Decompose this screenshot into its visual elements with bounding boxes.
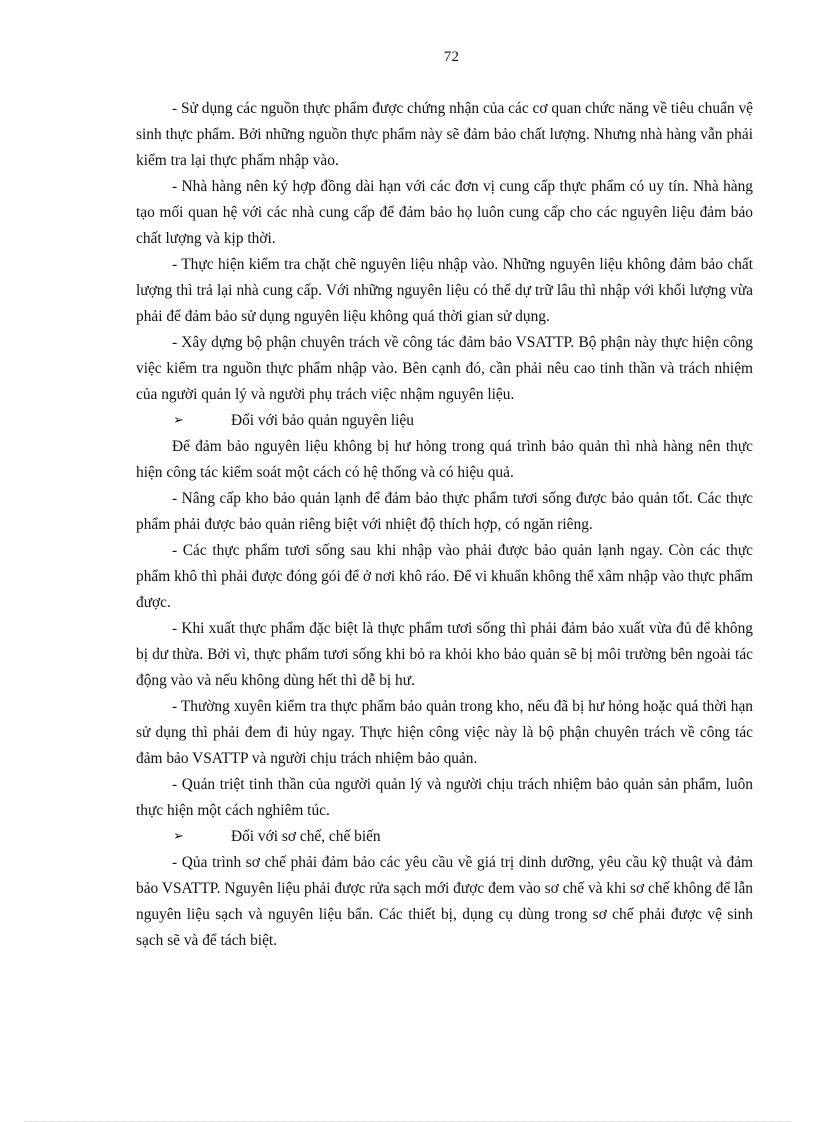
- section-heading-storage: [136, 408, 753, 434]
- page-number: 72: [443, 49, 460, 65]
- paragraph-regular-checks: - Thường xuyên kiểm tra thực phẩm bảo quản trong kho, nếu đã bị hư hỏng hoặc quá thời hạn sử dụng thì phải đem đi hủy ngay. Thực hiện công việc này là bộ phận chuyên trách về công tác đảm bảo VSATTP và người chịu trách nhiệm bảo quản.: [136, 698, 753, 767]
- paragraph-storage-intro: Để đảm bảo nguyên liệu không bị hư hỏng trong quá trình bảo quản thì nhà hàng nên thực hiện công tác kiểm soát một cách có hệ thống và có hiệu quả.: [136, 438, 753, 481]
- paragraph-cold-storage: - Nâng cấp kho bảo quản lạnh để đảm bảo thực phẩm tươi sống được bảo quản tốt. Các thực phẩm phải được bảo quản riêng biệt với nhiệt độ thích hợp, có ngăn riêng.: [136, 490, 753, 533]
- section-heading-processing: [136, 824, 753, 850]
- paragraph-preprocessing: - Qủa trình sơ chế phải đảm bảo các yêu cầu về giá trị dinh dưỡng, yêu cầu kỹ thuật và đảm bảo VSATTP. Nguyên liệu phải được rửa sạch mới được đem vào sơ chế và khi sơ chế không để lẫn nguyên liệu sạch và nguyên liệu bẩn. Các thiết bị, dụng cụ dùng trong sơ chế phải được vệ sinh sạch sẽ và để tách biệt.: [136, 854, 753, 949]
- page-bottom-divider: [24, 1121, 792, 1122]
- paragraph-release-food: - Khi xuất thực phẩm đặc biệt là thực phẩm tươi sống thì phải đảm bảo xuất vừa đủ để không bị dư thừa. Bởi vì, thực phẩm tươi sống khi bỏ ra khỏi kho bảo quản sẽ bị môi trường bên ngoài tác động vào và nếu không dùng hết thì dễ bị hư.: [136, 620, 753, 689]
- section-heading-storage-text: Đối với bảo quản nguyên liệu: [231, 412, 414, 429]
- paragraph-management-spirit: - Quán triệt tinh thần của người quản lý và người chịu trách nhiệm bảo quản sản phẩm, luôn thực hiện một cách nghiêm túc.: [136, 776, 753, 819]
- paragraph-long-term-contracts: - Nhà hàng nên ký hợp đồng dài hạn với các đơn vị cung cấp thực phẩm có uy tín. Nhà hàng tạo mối quan hệ với các nhà cung cấp để đảm bảo họ luôn cung cấp cho các nguyên liệu đảm bảo chất lượng và kịp thời.: [136, 178, 753, 247]
- page-content: [136, 96, 753, 954]
- section-heading-processing-text: Đối với sơ chế, chế biến: [231, 828, 381, 845]
- arrowhead-bullet-icon: ➢: [173, 413, 184, 428]
- paragraph-dedicated-department: - Xây dựng bộ phận chuyên trách về công tác đảm bảo VSATTP. Bộ phận này thực hiện công việc kiểm tra nguồn thực phẩm nhập vào. Bên cạnh đó, cần phải nêu cao tinh thần và trách nhiệm của người quản lý và người phụ trách việc nhậm nguyên liệu.: [136, 334, 753, 403]
- paragraph-fresh-food-refrigeration: - Các thực phẩm tươi sống sau khi nhập vào phải được bảo quản lạnh ngay. Còn các thực phẩm khô thì phải được đóng gói để ở nơi khô ráo. Để vi khuẩn không thể xâm nhập vào thực phẩm được.: [136, 542, 753, 611]
- arrowhead-bullet-icon: ➢: [173, 829, 184, 844]
- paragraph-strict-inspection: - Thực hiện kiểm tra chặt chẽ nguyên liệu nhập vào. Những nguyên liệu không đảm bảo chất lượng thì trả lại nhà cung cấp. Với những nguyên liệu có thể dự trữ lâu thì nhập với khối lượng vừa phải để đảm bảo sử dụng nguyên liệu không quá thời gian sử dụng.: [136, 256, 753, 325]
- paragraph-certified-sources: - Sử dụng các nguồn thực phẩm được chứng nhận của các cơ quan chức năng về tiêu chuẩn vệ sinh thực phẩm. Bởi những nguồn thực phẩm này sẽ đảm bảo chất lượng. Nhưng nhà hàng vẫn phải kiểm tra lại thực phẩm nhập vào.: [136, 100, 753, 169]
